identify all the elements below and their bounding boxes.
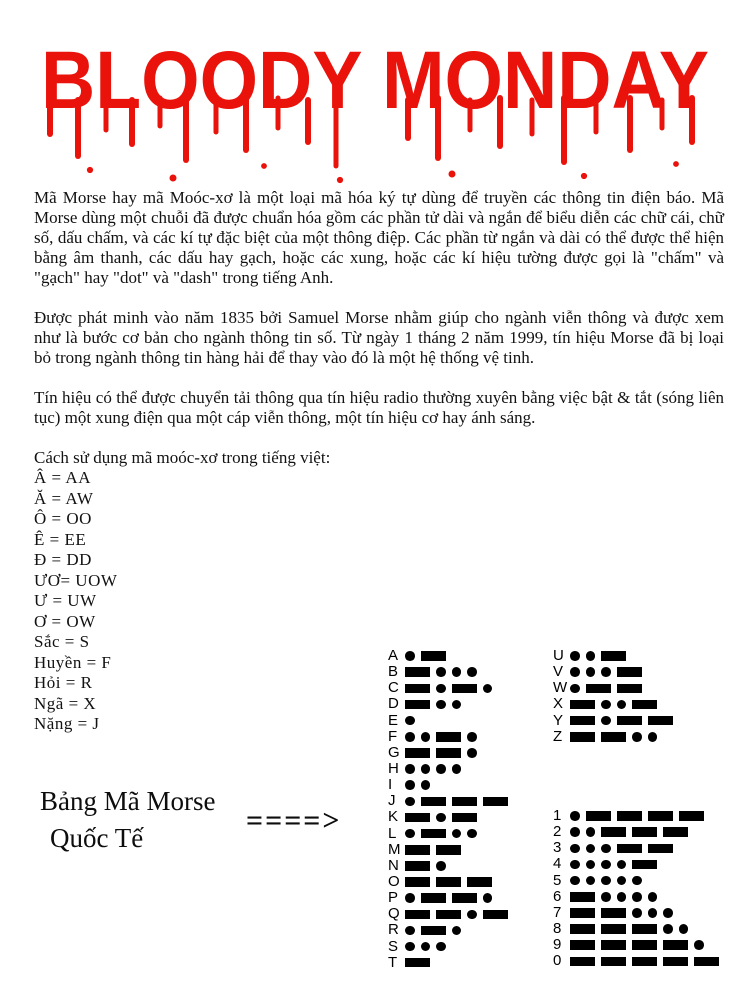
morse-row: [553, 664, 679, 680]
morse-row: [388, 793, 514, 809]
morse-dash: [570, 924, 595, 934]
morse-char-label: 4: [553, 855, 562, 873]
morse-row: [388, 713, 514, 729]
morse-dot: [405, 651, 415, 661]
morse-dash: [405, 748, 430, 758]
morse-dash: [421, 829, 446, 839]
morse-code-symbols: [570, 811, 710, 821]
morse-code-symbols: [570, 860, 663, 870]
morse-dot: [452, 926, 462, 936]
morse-dot: [663, 908, 673, 918]
morse-dash: [405, 861, 430, 871]
morse-dot: [632, 732, 642, 742]
morse-dot: [467, 667, 477, 677]
morse-row: [388, 809, 514, 825]
morse-code-symbols: [570, 732, 663, 742]
morse-char-label: S: [388, 937, 399, 955]
usage-rule: Ô = OO: [34, 509, 92, 528]
morse-column-u-z: [553, 648, 679, 745]
morse-dash: [570, 957, 595, 967]
morse-dot: [467, 829, 477, 839]
morse-dot: [617, 876, 627, 886]
morse-char-label: 6: [553, 887, 562, 905]
morse-dash: [436, 732, 461, 742]
morse-row: [388, 680, 514, 696]
morse-dot: [601, 700, 611, 710]
morse-dot: [436, 684, 446, 694]
morse-code-symbols: [570, 684, 648, 694]
morse-row: [553, 856, 725, 872]
morse-dot: [436, 861, 446, 871]
morse-dash: [405, 813, 430, 823]
morse-row: [553, 696, 679, 712]
morse-row: [388, 648, 514, 664]
morse-code-symbols: [405, 732, 483, 742]
morse-char-label: G: [388, 743, 400, 761]
morse-dot: [586, 827, 596, 837]
morse-code-symbols: [405, 877, 498, 887]
morse-dash: [601, 651, 626, 661]
morse-dot: [632, 908, 642, 918]
morse-char-label: 0: [553, 952, 562, 970]
morse-dash: [632, 924, 657, 934]
morse-row: [388, 874, 514, 890]
morse-column-a-t: [388, 648, 514, 971]
usage-rule: Hỏi = R: [34, 673, 93, 692]
morse-dash: [632, 827, 657, 837]
morse-dot: [405, 732, 415, 742]
morse-char-label: B: [388, 663, 399, 681]
morse-dot: [452, 764, 462, 774]
morse-dash: [601, 908, 626, 918]
morse-row: [553, 953, 725, 969]
morse-code-symbols: [570, 876, 648, 886]
morse-char-label: 8: [553, 920, 562, 938]
morse-code-symbols: [405, 893, 498, 903]
morse-row: [553, 808, 725, 824]
morse-dash: [405, 877, 430, 887]
morse-dot: [694, 940, 704, 950]
morse-table-caption: [40, 783, 215, 857]
morse-dash: [483, 910, 508, 920]
morse-dash: [436, 748, 461, 758]
morse-row: [553, 840, 725, 856]
morse-dash: [617, 844, 642, 854]
usage-rule: Đ = DD: [34, 550, 92, 569]
morse-dot: [632, 892, 642, 902]
morse-dash: [648, 844, 673, 854]
morse-dot: [452, 700, 462, 710]
morse-code-symbols: [570, 700, 663, 710]
usage-rule: Sắc = S: [34, 632, 90, 651]
morse-dot: [632, 876, 642, 886]
morse-dash: [617, 667, 642, 677]
morse-char-label: M: [388, 840, 401, 858]
morse-char-label: Q: [388, 905, 400, 923]
morse-dot: [648, 732, 658, 742]
morse-char-label: P: [388, 889, 399, 907]
morse-row: [388, 955, 514, 971]
morse-dash: [663, 957, 688, 967]
morse-code-symbols: [570, 957, 725, 967]
morse-code-symbols: [405, 684, 498, 694]
morse-char-label: X: [553, 695, 564, 713]
morse-dash: [483, 797, 508, 807]
morse-dash: [632, 957, 657, 967]
morse-dash: [632, 860, 657, 870]
morse-dot: [601, 876, 611, 886]
morse-row: [553, 889, 725, 905]
morse-char-label: 1: [553, 807, 562, 825]
morse-dash: [452, 684, 477, 694]
morse-dot: [421, 732, 431, 742]
morse-dash: [436, 910, 461, 920]
morse-char-label: W: [553, 679, 568, 697]
morse-code-symbols: [405, 748, 483, 758]
morse-dash: [601, 924, 626, 934]
morse-dot: [452, 667, 462, 677]
morse-column-digits: [553, 808, 725, 969]
morse-dash: [648, 716, 673, 726]
morse-dash: [663, 940, 688, 950]
morse-char-label: I: [388, 776, 393, 794]
morse-code-symbols: [405, 813, 483, 823]
morse-dash: [452, 797, 477, 807]
morse-dash: [405, 667, 430, 677]
morse-dot: [601, 892, 611, 902]
paragraph-history: Được phát minh vào năm 1835 bởi Samuel Morse nhằm giúp cho ngành viễn thông và được xem như là bước cơ bản cho ngành thông tin số. Từ ngày 1 tháng 2 năm 1999, tín hiệu Morse đã bị loại bỏ trong ngành thông tin hàng hải để thay vào đó là một hệ thống vệ tinh.: [34, 308, 724, 367]
morse-code-symbols: [570, 924, 694, 934]
morse-char-label: D: [388, 695, 399, 713]
usage-rule: Ă = AW: [34, 488, 94, 508]
morse-dot: [436, 667, 446, 677]
morse-dot: [405, 797, 415, 807]
morse-dash: [601, 957, 626, 967]
morse-dash: [405, 958, 430, 968]
morse-char-label: N: [388, 856, 399, 874]
usage-rule: Ư = UW: [34, 591, 97, 610]
morse-dash: [586, 811, 611, 821]
morse-code-symbols: [570, 651, 632, 661]
morse-dot: [467, 910, 477, 920]
morse-row: [553, 937, 725, 953]
morse-char-label: 9: [553, 936, 562, 954]
morse-dash: [617, 811, 642, 821]
morse-dot: [570, 844, 580, 854]
morse-dash: [405, 910, 430, 920]
morse-dot: [617, 860, 627, 870]
morse-row: [388, 664, 514, 680]
morse-dash: [436, 845, 461, 855]
morse-code-symbols: [405, 861, 452, 871]
usage-rule: Ê = EE: [34, 529, 87, 549]
morse-char-label: C: [388, 679, 399, 697]
morse-char-label: E: [388, 711, 399, 729]
morse-dot: [436, 764, 446, 774]
morse-char-label: A: [388, 647, 399, 665]
morse-row: [388, 826, 514, 842]
morse-code-symbols: [570, 844, 679, 854]
morse-row: [553, 824, 725, 840]
usage-rule: Â = AA: [34, 468, 91, 487]
morse-dash: [632, 940, 657, 950]
morse-dash: [570, 908, 595, 918]
usage-rule: Huyền = F: [34, 652, 112, 672]
morse-dash: [570, 700, 595, 710]
morse-char-label: Y: [553, 711, 564, 729]
morse-code-symbols: [405, 958, 436, 968]
morse-row: [553, 921, 725, 937]
morse-dot: [421, 780, 431, 790]
morse-dot: [570, 667, 580, 677]
morse-dash: [421, 926, 446, 936]
morse-row: [388, 696, 514, 712]
morse-dot: [586, 651, 596, 661]
morse-dot: [405, 893, 415, 903]
morse-dot: [405, 780, 415, 790]
morse-dash: [405, 700, 430, 710]
morse-dot: [421, 764, 431, 774]
morse-char-label: T: [388, 953, 398, 971]
morse-code-symbols: [405, 942, 452, 952]
morse-row: [388, 761, 514, 777]
morse-dot: [601, 860, 611, 870]
morse-dot: [405, 716, 415, 726]
morse-code-symbols: [405, 926, 467, 936]
morse-dot: [601, 667, 611, 677]
morse-dash: [452, 813, 477, 823]
morse-dot: [570, 651, 580, 661]
caption-line-1: Bảng Mã Morse: [40, 786, 216, 816]
title-text: BLOODY MONDAY: [41, 38, 709, 126]
morse-dot: [436, 700, 446, 710]
morse-row: [388, 890, 514, 906]
usage-rule: Ngã = X: [34, 693, 97, 713]
morse-dash: [694, 957, 719, 967]
morse-dot: [467, 748, 477, 758]
morse-dash: [617, 716, 642, 726]
morse-dash: [405, 684, 430, 694]
morse-code-symbols: [570, 827, 694, 837]
morse-char-label: F: [388, 727, 398, 745]
morse-row: [388, 842, 514, 858]
morse-dot: [405, 942, 415, 952]
morse-code-symbols: [405, 845, 467, 855]
morse-dot: [648, 892, 658, 902]
morse-code-symbols: [405, 716, 421, 726]
morse-dot: [452, 829, 462, 839]
morse-char-label: 7: [553, 903, 562, 921]
morse-dash: [601, 940, 626, 950]
morse-dash: [663, 827, 688, 837]
morse-code-symbols: [570, 716, 679, 726]
morse-code-symbols: [405, 700, 467, 710]
caption-line-2: Quốc Tế: [50, 823, 144, 853]
morse-dot: [436, 942, 446, 952]
morse-dot: [663, 924, 673, 934]
paragraph-signal: Tín hiệu có thể được chuyển tải thông qua tín hiệu radio thường xuyên bằng việc bật & tắt (sóng liên tục) một xung điện qua một cáp viễn thông, một tín hiệu cơ hay ánh sáng.: [34, 388, 724, 427]
morse-code-symbols: [570, 667, 648, 677]
morse-char-label: L: [388, 824, 397, 842]
morse-dash: [601, 827, 626, 837]
morse-dot: [601, 716, 611, 726]
morse-char-label: R: [388, 921, 399, 939]
morse-row: [388, 745, 514, 761]
morse-dot: [570, 876, 580, 886]
morse-code-symbols: [405, 797, 514, 807]
morse-dot: [436, 813, 446, 823]
morse-dash: [452, 893, 477, 903]
morse-dot: [586, 844, 596, 854]
paragraph-definition: Mã Morse hay mã Moóc-xơ là một loại mã hóa ký tự dùng để truyền các thông tin điện báo. Mã Morse dùng một chuỗi đã được chuẩn hóa gồm các phần tử dài và ngắn để biểu diễn các chữ cái, chữ số, dấu chấm, và các kí tự đặc biệt của một thông điệp. Các phần từ ngắn và dài có thể được thể hiện bằng âm thanh, các dấu hay gạch, hoặc các xung, hoặc các kí hiệu tường được gọi là "chấm" và "gạch" hay "dot" và "dash" trong tiếng Anh.: [34, 188, 724, 287]
morse-row: [388, 922, 514, 938]
morse-char-label: O: [388, 873, 400, 891]
morse-dot: [405, 926, 415, 936]
morse-dot: [586, 876, 596, 886]
morse-char-label: V: [553, 663, 564, 681]
morse-code-symbols: [570, 908, 679, 918]
morse-dash: [570, 732, 595, 742]
morse-dash: [570, 892, 595, 902]
usage-rule: ƯƠ= UOW: [34, 570, 118, 590]
morse-dot: [570, 684, 580, 694]
bloody-monday-title: [28, 38, 722, 186]
morse-row: [553, 680, 679, 696]
morse-row: [553, 905, 725, 921]
morse-code-symbols: [570, 940, 710, 950]
morse-char-label: Z: [553, 727, 563, 745]
morse-code-symbols: [405, 651, 452, 661]
morse-char-label: H: [388, 760, 399, 778]
morse-dash: [421, 651, 446, 661]
morse-row: [388, 729, 514, 745]
morse-dash: [601, 732, 626, 742]
morse-dash: [570, 940, 595, 950]
morse-dash: [679, 811, 704, 821]
morse-dash: [617, 684, 642, 694]
morse-row: [553, 713, 679, 729]
morse-char-label: 3: [553, 839, 562, 857]
morse-dash: [436, 877, 461, 887]
morse-dot: [570, 860, 580, 870]
morse-dash: [421, 893, 446, 903]
morse-row: [388, 906, 514, 922]
morse-code-symbols: [405, 764, 467, 774]
morse-dot: [617, 892, 627, 902]
morse-char-label: J: [388, 792, 396, 810]
morse-dot: [570, 811, 580, 821]
morse-dot: [405, 829, 415, 839]
usage-rule: Ơ = OW: [34, 611, 96, 631]
morse-dot: [679, 924, 689, 934]
morse-char-label: 2: [553, 823, 562, 841]
morse-code-symbols: [405, 780, 436, 790]
morse-dot: [483, 893, 493, 903]
morse-char-label: 5: [553, 871, 562, 889]
morse-dot: [586, 860, 596, 870]
morse-dot: [648, 908, 658, 918]
morse-code-symbols: [405, 829, 483, 839]
morse-dot: [483, 684, 493, 694]
morse-dash: [586, 684, 611, 694]
caption-arrow: ====>: [246, 804, 342, 837]
morse-code-symbols: [405, 667, 483, 677]
morse-dot: [570, 827, 580, 837]
morse-char-label: K: [388, 808, 399, 826]
morse-dash: [648, 811, 673, 821]
morse-dash: [405, 845, 430, 855]
morse-char-label: U: [553, 647, 564, 665]
morse-dot: [405, 764, 415, 774]
morse-dash: [467, 877, 492, 887]
morse-row: [388, 777, 514, 793]
morse-dot: [586, 667, 596, 677]
morse-row: [553, 873, 725, 889]
morse-dot: [421, 942, 431, 952]
morse-dash: [421, 797, 446, 807]
morse-dot: [617, 700, 627, 710]
morse-dot: [467, 732, 477, 742]
usage-heading: Cách sử dụng mã moóc-xơ trong tiếng việt:: [34, 448, 331, 467]
morse-dot: [601, 844, 611, 854]
morse-row: [553, 729, 679, 745]
morse-row: [388, 858, 514, 874]
morse-dash: [632, 700, 657, 710]
morse-code-symbols: [405, 910, 514, 920]
morse-dash: [570, 716, 595, 726]
usage-rule: Nặng = J: [34, 714, 100, 733]
morse-row: [553, 648, 679, 664]
morse-code-symbols: [570, 892, 663, 902]
morse-row: [388, 939, 514, 955]
